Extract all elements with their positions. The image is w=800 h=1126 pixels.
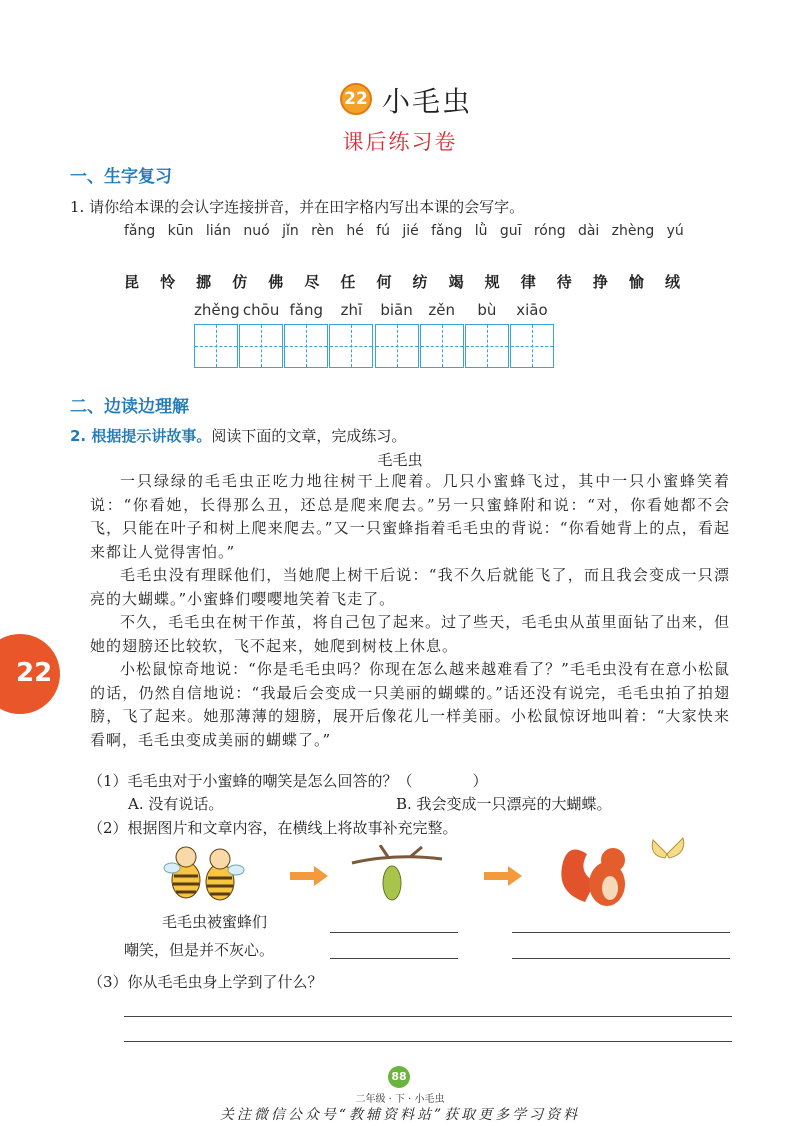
page-number: 88 (388, 1066, 410, 1088)
worksheet-subtitle: 课后练习卷 (342, 130, 458, 154)
writing-pinyin: fǎng (289, 301, 324, 319)
q2-label: 2. 根据提示讲故事。 (70, 427, 212, 445)
lesson-side-tab (0, 634, 60, 714)
writing-pinyin: zhěng (194, 301, 240, 319)
tianzige-box[interactable] (239, 324, 283, 368)
hanzi-item[interactable]: 挪 (196, 273, 212, 291)
hanzi-item[interactable]: 何 (376, 273, 392, 291)
pinyin-item[interactable]: zhèng (611, 223, 655, 239)
writing-pinyin: chōu (242, 301, 280, 319)
arrow-right-icon (290, 866, 328, 886)
writing-cell (239, 299, 283, 368)
answer-line[interactable] (124, 1041, 732, 1042)
pinyin-item[interactable]: rèn (311, 223, 334, 239)
sub2-hint-line1: 毛毛虫被蜜蜂们 (162, 913, 268, 931)
sub-question-1: （1）毛毛虫对于小蜜蜂的嘲笑是怎么回答的？（ ） (88, 772, 488, 790)
lesson-number-badge: 22 (340, 83, 372, 115)
pinyin-item[interactable]: yú (666, 223, 684, 239)
q1-instruction: 1. 请你给本课的会认字连接拼音，并在田字格内写出本课的会写字。 (70, 198, 525, 216)
story-paragraph: 小松鼠惊奇地说：“你是毛毛虫吗？你现在怎么越来越难看了？”毛毛虫没有在意小松鼠的话，仍然自信地说：“我最后会变成一只美丽的蝴蝶的。”话还没有说完，毛毛虫拍了拍翅膀，飞了起来。她那薄薄的翅膀，展开后像花儿一样美丽。小松鼠惊讶地叫着：“大家快来看啊，毛毛虫变成美丽的蝴蝶了。” (90, 660, 730, 749)
tianzige-box[interactable] (375, 324, 419, 368)
pinyin-item[interactable]: guī (499, 223, 522, 239)
squirrel-butterfly-illustration (555, 832, 695, 912)
footer-subtitle: 二年级 · 下 · 小毛虫 (355, 1094, 445, 1105)
pinyin-item[interactable]: hé (346, 223, 364, 239)
sub2-hint-line2: 嘲笑，但是并不灰心。 (124, 941, 275, 959)
pinyin-item[interactable]: róng (533, 223, 566, 239)
writing-cell (284, 299, 328, 368)
pinyin-item[interactable]: fǎng (124, 223, 156, 239)
answer-line[interactable] (512, 958, 730, 959)
pinyin-item[interactable]: nuó (243, 223, 270, 239)
bee-right (206, 849, 244, 900)
footer-note: 关注微信公众号“教辅资料站”获取更多学习资料 (219, 1107, 581, 1123)
writing-cell (375, 299, 419, 368)
section1-heading: 一、生字复习 (70, 167, 172, 187)
sub-question-3: （3）你从毛毛虫身上学到了什么？ (88, 973, 323, 991)
hanzi-row (124, 271, 680, 292)
hanzi-item[interactable]: 怜 (160, 273, 176, 291)
hanzi-item[interactable]: 纺 (412, 273, 428, 291)
story-text (90, 470, 730, 752)
answer-line[interactable] (512, 932, 730, 933)
writing-cell (465, 299, 509, 368)
arrow-right-icon (484, 866, 522, 886)
answer-line[interactable] (330, 958, 458, 959)
pinyin-item[interactable]: dài (577, 223, 600, 239)
story-title: 毛毛虫 (377, 451, 423, 469)
hanzi-item[interactable]: 规 (484, 273, 500, 291)
hanzi-item[interactable]: 竭 (448, 273, 464, 291)
hanzi-item[interactable]: 尽 (304, 273, 320, 291)
cocoon-branch-illustration (350, 845, 445, 905)
tianzige-box[interactable] (194, 324, 238, 368)
hanzi-item[interactable]: 绒 (664, 273, 680, 291)
pinyin-item[interactable]: jié (402, 223, 419, 239)
bees-illustration (158, 840, 248, 910)
pinyin-item[interactable]: lián (205, 223, 232, 239)
side-tab-number: 22 (16, 658, 53, 688)
option-b[interactable]: B. 我会变成一只漂亮的大蝴蝶。 (396, 795, 612, 813)
section2-heading: 二、边读边理解 (70, 397, 189, 417)
lesson-title: 小毛虫 (382, 85, 473, 118)
writing-cell (420, 299, 464, 368)
pinyin-item[interactable]: fǎng (431, 223, 463, 239)
story-paragraph: 毛毛虫没有理睬他们，当她爬上树干后说：“我不久后就能飞了，而且我会变成一只漂亮的大蝴蝶。”小蜜蜂们嘤嘤地笑着飞走了。 (90, 566, 730, 608)
q2-text: 阅读下面的文章，完成练习。 (211, 427, 407, 445)
writing-pinyin: biān (380, 301, 413, 319)
writing-pinyin: bù (477, 301, 497, 319)
hanzi-item[interactable]: 待 (556, 273, 572, 291)
bee-left (164, 847, 200, 898)
writing-pinyin: xiāo (516, 301, 548, 319)
writing-grid-row (194, 299, 554, 368)
tianzige-box[interactable] (465, 324, 509, 368)
option-a[interactable]: A. 没有说话。 (128, 795, 224, 813)
hanzi-item[interactable]: 挣 (592, 273, 608, 291)
pinyin-item[interactable]: lǜ (474, 223, 488, 239)
writing-cell (510, 299, 554, 368)
pinyin-row (124, 223, 684, 239)
writing-pinyin: zěn (428, 301, 455, 319)
sub-question-2: （2）根据图片和文章内容，在横线上将故事补充完整。 (88, 819, 458, 837)
hanzi-item[interactable]: 昆 (124, 273, 140, 291)
pinyin-item[interactable]: fú (376, 223, 390, 239)
tianzige-box[interactable] (329, 324, 373, 368)
q2-instruction (70, 425, 406, 446)
hanzi-item[interactable]: 仿 (232, 273, 248, 291)
tianzige-box[interactable] (510, 324, 554, 368)
butterfly (652, 838, 684, 858)
hanzi-item[interactable]: 佛 (268, 273, 284, 291)
answer-line[interactable] (330, 932, 458, 933)
tianzige-box[interactable] (420, 324, 464, 368)
tianzige-box[interactable] (284, 324, 328, 368)
squirrel (561, 848, 625, 906)
answer-line[interactable] (124, 1016, 732, 1017)
pinyin-item[interactable]: jǐn (282, 223, 299, 239)
hanzi-item[interactable]: 律 (520, 273, 536, 291)
hanzi-item[interactable]: 愉 (628, 273, 644, 291)
pinyin-item[interactable]: kūn (167, 223, 194, 239)
writing-cell (329, 299, 373, 368)
hanzi-item[interactable]: 任 (340, 273, 356, 291)
story-paragraph: 一只绿绿的毛毛虫正吃力地往树干上爬着。几只小蜜蜂飞过，其中一只小蜜蜂笑着说：“你看她，长得那么丑，还总是爬来爬去。”另一只蜜蜂附和说：“对，你看她都不会飞，只能在叶子和树上爬来爬去。”又一只蜜蜂指着毛毛虫的背说：“你看她背上的点，看起来都让人觉得害怕。” (90, 472, 730, 561)
story-paragraph: 不久，毛毛虫在树干作茧，将自己包了起来。过了些天，毛毛虫从茧里面钻了出来，但她的翅膀还比较软，飞不起来，她爬到树枝上休息。 (90, 613, 730, 655)
writing-cell (194, 299, 238, 368)
writing-pinyin: zhī (340, 301, 363, 319)
